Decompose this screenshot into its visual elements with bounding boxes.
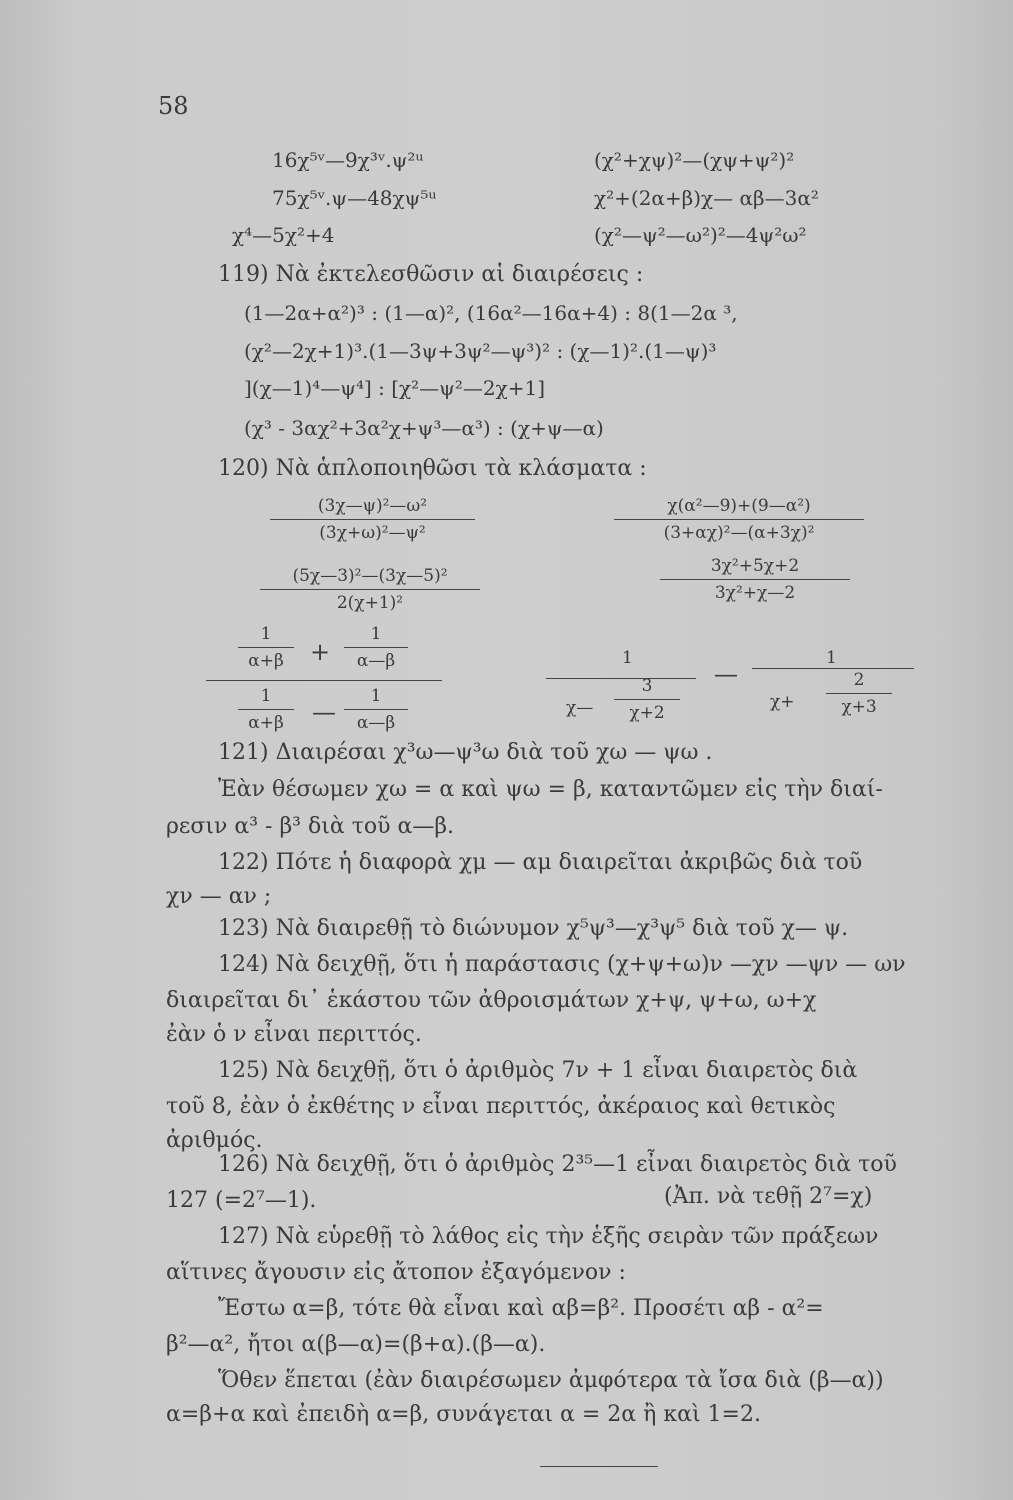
text-line: 126) Νὰ δειχθῇ, ὅτι ὁ ἀριθμὸς 2³⁵—1 εἶναι διαιρετὸς διὰ τοῦ [218,1152,897,1177]
expression: χ⁴—5χ²+4 [232,223,335,247]
exercise-120-title: 120) Νὰ ἁπλοποιηθῶσι τὰ κλάσματα : [218,456,647,481]
exercise-119-line: (χ³ - 3αχ²+3α²χ+ψ³—α³) : (χ+ψ—α) [244,416,604,440]
operator: — [312,698,336,726]
fraction: 1 α+β [238,686,294,733]
expression: χ²+(2α+β)χ— αβ—3α² [594,186,819,210]
fraction: 1 α+β [238,624,294,671]
text-line: 127) Νὰ εὑρεθῇ τὸ λάθος εἰς τὴν ἑξῆς σειρὰν τῶν πράξεων [218,1224,879,1249]
fraction: 1 α—β [344,624,408,671]
text-line: Ὅθεν ἕπεται (ἐὰν διαιρέσωμεν ἀμφότερα τὰ ἴσα διὰ (β—α)) [218,1368,884,1393]
exercise-119-line: ](χ—1)⁴—ψ⁴] : [χ²—ψ²—2χ+1] [244,376,545,400]
text-line: 121) Διαιρέσαι χ³ω—ψ³ω διὰ τοῦ χω — ψω . [218,740,713,765]
text-line: 127 (=2⁷—1). [166,1188,317,1213]
expression: (χ²—ψ²—ω²)²—4ψ²ω² [594,223,807,247]
text-line: διαιρεῖται δι᾿ ἑκάστου τῶν ἀθροισμάτων χ+ψ, ψ+ω, ω+χ [166,988,817,1013]
text-line: ἐὰν ὁ ν εἶναι περιττός. [166,1022,422,1047]
exercise-119-line: (χ²—2χ+1)³.(1—3ψ+3ψ²—ψ³)² : (χ—1)².(1—ψ)³ [244,339,717,363]
exercise-119-title: 119) Νὰ ἐκτελεσθῶσιν αἱ διαιρέσεις : [218,262,644,287]
text-line: ρεσιν α³ - β³ διὰ τοῦ α—β. [166,814,455,839]
text-line: Ἔστω α=β, τότε θὰ εἶναι καὶ αβ=β². Προσέτι αβ - α²= [218,1296,824,1321]
fraction: (3χ—ψ)²—ω² (3χ+ω)²—ψ² [270,496,475,543]
fraction: χ(α²—9)+(9—α²) (3+αχ)²—(α+3χ)² [614,496,864,543]
text-line: α=β+α καὶ ἐπειδὴ α=β, συνάγεται α = 2α ἢ καὶ 1=2. [166,1402,761,1427]
operator: — [714,660,738,688]
text-line: 125) Νὰ δειχθῇ, ὅτι ὁ ἀριθμὸς 7ν + 1 εἶναι διαιρετὸς διὰ [218,1058,858,1083]
text-line: 124) Νὰ δειχθῇ, ὅτι ἡ παράστασις (χ+ψ+ω)ν —χν —ψν — ων [218,952,906,977]
end-rule [540,1466,658,1467]
denominator-prefix: χ+ [770,692,795,712]
text-line: Ἐὰν θέσωμεν χω = α καὶ ψω = β, καταντῶμεν εἰς τὴν διαί- [218,777,883,802]
text-line: 123) Νὰ διαιρεθῇ τὸ διώνυμον χ⁵ψ³—χ³ψ⁵ διὰ τοῦ χ— ψ. [218,916,849,941]
fraction: 1 α—β [344,686,408,733]
denominator-prefix: χ— [566,698,594,718]
text-line: 122) Πότε ἡ διαφορὰ χμ — αμ διαιρεῖται ἀκριβῶς διὰ τοῦ [218,850,863,875]
text-line: τοῦ 8, ἐὰν ὁ ἐκθέτης ν εἶναι περιττός, ἀκέραιος καὶ θετικὸς [166,1094,836,1119]
text-line: χν — αν ; [166,884,272,909]
text-line: αἵτινες ἄγουσιν εἰς ἄτοπον ἐξαγόμενον : [166,1260,626,1285]
text-line: β²—α², ἤτοι α(β—α)=(β+α).(β—α). [166,1332,546,1357]
text-line: ἀριθμός. [166,1128,263,1153]
hint-126: (Ἀπ. νὰ τεθῇ 2⁷=χ) [664,1184,873,1209]
main-fraction-bar [752,668,914,669]
expression: 16χ⁵ᵛ—9χ³ᵛ.ψ²ᵘ [272,148,424,172]
expression: 75χ⁵ᵛ.ψ—48χψ⁵ᵘ [272,186,437,210]
operator: + [310,638,331,666]
main-fraction-bar [206,680,442,681]
fraction: 2 χ+3 [826,670,892,717]
page-number: 58 [158,92,189,120]
fraction: 3χ²+5χ+2 3χ²+χ—2 [660,556,850,603]
numerator: 1 [622,648,633,668]
numerator: 1 [826,648,837,668]
exercise-119-line: (1—2α+α²)³ : (1—α)², (16α²—16α+4) : 8(1—2α ³, [244,301,738,325]
fraction: (5χ—3)²—(3χ—5)² 2(χ+1)² [260,566,480,613]
fraction: 3 χ+2 [614,676,680,723]
expression: (χ²+χψ)²—(χψ+ψ²)² [594,148,795,172]
